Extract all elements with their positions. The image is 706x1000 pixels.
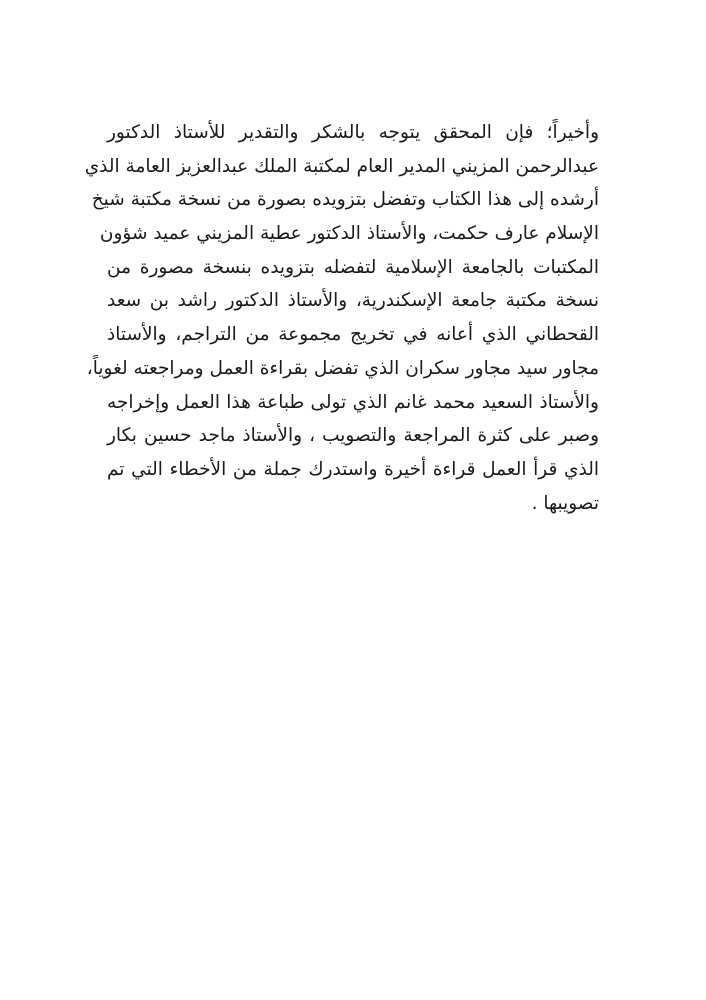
text-line: وصبر على كثرة المراجعة والتصويب ، والأستاذ ماجد حسين بكار <box>107 425 599 447</box>
text-line: والأستاذ السعيد محمد غانم الذي تولى طباعة هذا العمل وإخراجه <box>107 391 599 413</box>
text-line-last: تصويبها . <box>531 492 599 514</box>
text-line: القحطاني الذي أعانه في تخريج مجموعة من التراجم، والأستاذ <box>107 324 599 346</box>
text-line: المكتبات بالجامعة الإسلامية لتفضله بتزويده بنسخة مصورة من <box>107 256 599 278</box>
text-line: الذي قرأ العمل قراءة أخيرة واستدرك جملة من الأخطاء التي تم <box>107 458 599 480</box>
text-line: وأخيراً؛ فإن المحقق يتوجه بالشكر والتقدير للأستاذ الدكتور <box>107 122 599 143</box>
acknowledgment-paragraph <box>84 116 599 520</box>
text-line: أرشده إلى هذا الكتاب وتفضل بتزويده بصورة من نسخة مكتبة شيخ <box>91 189 599 211</box>
text-line: عبدالرحمن المزيني المدير العام لمكتبة الملك عبدالعزيز العامة الذي <box>84 155 599 177</box>
text-line: الإسلام عارف حكمت، والأستاذ الدكتور عطية المزيني عميد شؤون <box>99 223 599 245</box>
text-line: مجاور سيد مجاور سكران الذي تفضل بقراءة العمل ومراجعته لغوياً، <box>86 357 599 379</box>
text-line: نسخة مكتبة جامعة الإسكندرية، والأستاذ الدكتور راشد بن سعد <box>107 290 599 312</box>
